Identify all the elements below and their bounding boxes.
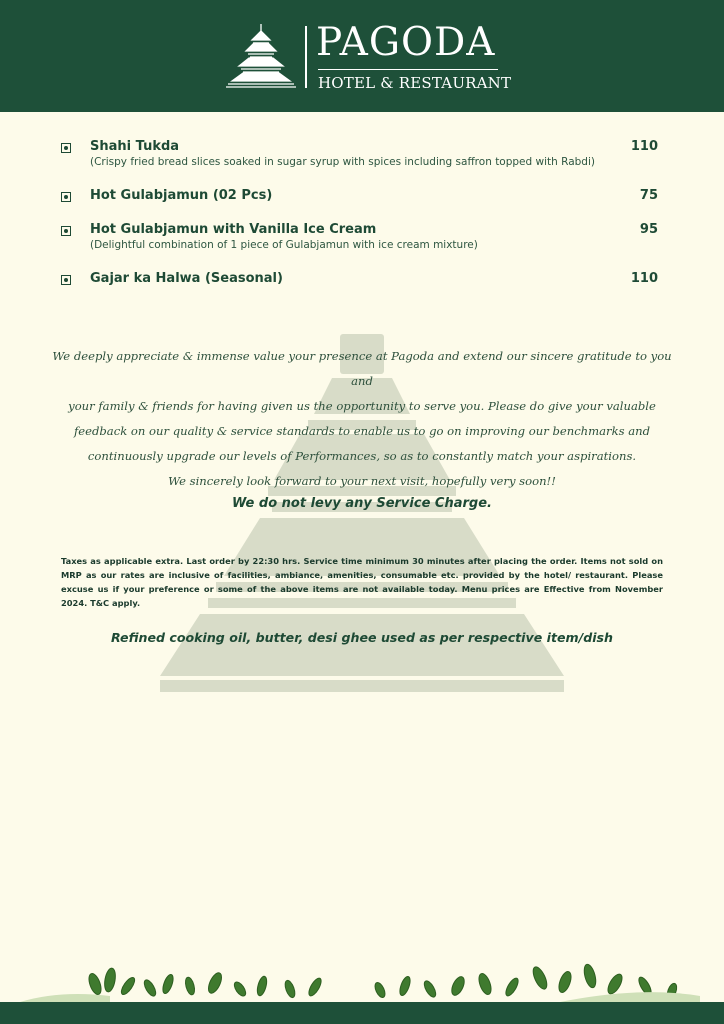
gratitude-line: feedback on our quality & service standards to enable us to go on improving our benchmarks and (73, 424, 651, 438)
item-name: Hot Gulabjamun (02 Pcs) (90, 188, 273, 203)
header-banner (0, 0, 724, 112)
veg-indicator-icon (61, 275, 71, 285)
gratitude-line: We deeply appreciate & immense value your presence at Pagoda and extend our sincere gratitude to you and (52, 349, 672, 388)
leaves-decoration (0, 956, 724, 1002)
brand-tagline: HOTEL & RESTAURANT (318, 74, 512, 92)
gratitude-line: We sincerely look forward to your next visit, hopefully very soon!! (168, 474, 556, 488)
brand-name: PAGODA (316, 20, 496, 65)
veg-indicator-icon (61, 192, 71, 202)
item-description: (Crispy fried bread slices soaked in sugar syrup with spices including saffron topped with Rabdi) (90, 156, 595, 168)
gratitude-message (50, 344, 674, 494)
brand-underline (318, 69, 498, 70)
cooking-oil-notice: Refined cooking oil, butter, desi ghee used as per respective item/dish (110, 630, 614, 645)
taxes-notice: Taxes as applicable extra. Last order by 22:30 hrs. Service time minimum 30 minutes after placing the order. Items not sold on MRP as our rates are inclusive of facilities, ambiance, amenities, consumable etc. provided by the hotel/ restaurant. Please excuse us if your preference or some of the above items are not available today. Menu prices are Effective from November 2024. T&C apply. (61, 556, 663, 608)
service-charge-notice: We do not levy any Service Charge. (232, 496, 492, 511)
item-name: Gajar ka Halwa (Seasonal) (90, 271, 283, 286)
logo-divider (305, 26, 307, 88)
item-description: (Delightful combination of 1 piece of Gulabjamun with ice cream mixture) (90, 239, 478, 251)
item-name: Shahi Tukda (90, 139, 180, 154)
item-name: Hot Gulabjamun with Vanilla Ice Cream (90, 222, 377, 237)
gratitude-line: continuously upgrade our levels of Performances, so as to constantly match your aspirations. (87, 449, 637, 463)
item-price: 110 (630, 139, 658, 154)
footer-bar (0, 1002, 724, 1024)
gratitude-line: your family & friends for having given us the opportunity to serve you. Please do give your valuable (68, 399, 656, 413)
item-price: 110 (630, 271, 658, 286)
veg-indicator-icon (61, 226, 71, 236)
pagoda-icon (224, 22, 298, 90)
item-price: 95 (639, 222, 658, 237)
item-price: 75 (639, 188, 658, 203)
veg-indicator-icon (61, 143, 71, 153)
